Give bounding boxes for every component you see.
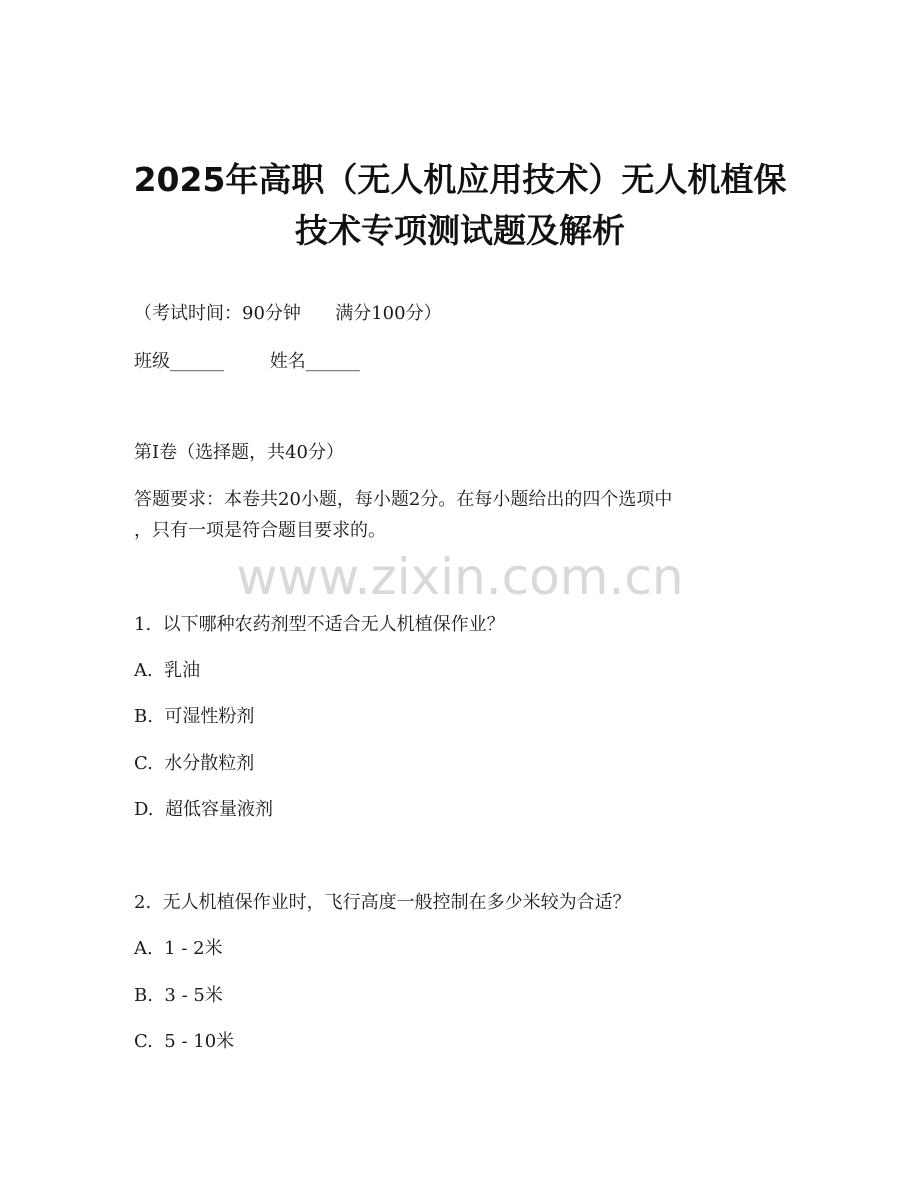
question-2-option-a: A. 1 - 2米	[134, 938, 223, 959]
instructions-line-2: ，只有一项是符合题目要求的。	[134, 520, 386, 541]
section-heading: 第I卷（选择题，共40分）	[134, 442, 345, 463]
class-name-fields: 班级______ 姓名______	[134, 351, 360, 372]
watermark: www.zixin.com.cn	[236, 548, 684, 606]
question-1-option-c: C. 水分散粒剂	[134, 753, 255, 774]
question-1-stem: 1. 以下哪种农药剂型不适合无人机植保作业？	[134, 614, 505, 635]
question-2-stem: 2. 无人机植保作业时，飞行高度一般控制在多少米较为合适？	[134, 892, 631, 913]
document-title-line-1: 2025年高职（无人机应用技术）无人机植保	[133, 160, 787, 199]
question-1-option-b: B. 可湿性粉剂	[134, 706, 255, 727]
question-2-option-c: C. 5 - 10米	[134, 1031, 235, 1052]
question-2-option-b: B. 3 - 5米	[134, 985, 223, 1006]
document-title-line-2: 技术专项测试题及解析	[295, 211, 625, 250]
question-1-option-d: D. 超低容量液剂	[134, 799, 273, 820]
instructions-line-1: 答题要求：本卷共20小题，每小题2分。在每小题给出的四个选项中	[134, 489, 673, 510]
question-1-option-a: A. 乳油	[134, 660, 201, 681]
exam-info: （考试时间：90分钟 满分100分）	[134, 303, 442, 324]
